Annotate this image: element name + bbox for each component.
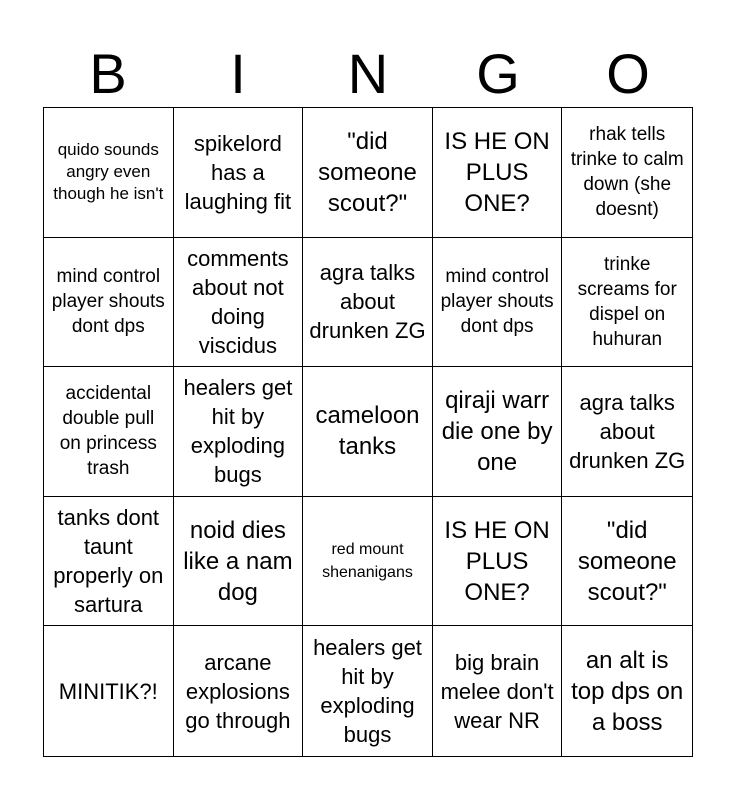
header-letter-b: B — [89, 42, 127, 105]
cell-text: noid dies like a nam dog — [183, 516, 293, 606]
cell-text: tanks dont taunt properly on sartura — [53, 505, 164, 618]
bingo-cell[interactable] — [303, 367, 433, 497]
bingo-cell[interactable] — [433, 497, 563, 627]
header-letter-o: O — [606, 42, 650, 105]
bingo-cell[interactable] — [433, 238, 563, 368]
cell-text: quido sounds angry even though he isn't — [53, 140, 164, 204]
bingo-cell[interactable] — [44, 108, 174, 238]
cell-text: "did someone scout?" — [577, 516, 677, 606]
cell-text: agra talks about drunken ZG — [569, 389, 686, 473]
bingo-cell[interactable] — [433, 626, 563, 756]
bingo-cell[interactable] — [44, 238, 174, 368]
bingo-cell[interactable] — [562, 108, 692, 238]
cell-text: accidental double pull on princess trash — [59, 383, 157, 480]
cell-text: mind control player shouts dont dps — [51, 266, 165, 338]
cell-text: MINITIK?! — [58, 678, 158, 704]
header-letter-n: N — [347, 42, 389, 105]
bingo-cell[interactable] — [562, 238, 692, 368]
bingo-cell[interactable] — [44, 497, 174, 627]
cell-text: spikelord has a laughing fit — [184, 130, 292, 214]
bingo-cell[interactable] — [562, 497, 692, 627]
cell-text: qiraji warr die one by one — [441, 386, 553, 476]
bingo-cell[interactable] — [174, 367, 304, 497]
bingo-cell[interactable] — [174, 108, 304, 238]
header-letter-i: I — [230, 42, 246, 105]
cell-text: big brain melee don't wear NR — [440, 649, 554, 733]
cell-text: comments about not doing viscidus — [187, 245, 289, 358]
bingo-cell[interactable] — [562, 626, 692, 756]
cell-text: mind control player shouts dont dps — [440, 266, 554, 338]
bingo-board — [43, 107, 693, 757]
cell-text: healers get hit by exploding bugs — [183, 375, 293, 488]
cell-text: "did someone scout?" — [318, 127, 417, 217]
bingo-cell[interactable] — [562, 367, 692, 497]
bingo-cell[interactable] — [433, 367, 563, 497]
bingo-cell[interactable] — [174, 497, 304, 627]
bingo-cell[interactable] — [303, 497, 433, 627]
bingo-cell[interactable] — [44, 367, 174, 497]
cell-text: rhak tells trinke to calm down (she doesnt) — [570, 124, 684, 221]
cell-text: trinke screams for dispel on huhuran — [577, 253, 677, 350]
cell-text: an alt is top dps on a boss — [571, 646, 684, 736]
cell-text: healers get hit by exploding bugs — [313, 635, 422, 748]
cell-text: IS HE ON PLUS ONE? — [444, 516, 550, 606]
header-letter-g: G — [476, 42, 520, 105]
bingo-cell[interactable] — [303, 108, 433, 238]
cell-text: IS HE ON PLUS ONE? — [444, 127, 550, 217]
bingo-cell[interactable] — [303, 238, 433, 368]
cell-text: arcane explosions go through — [185, 649, 291, 733]
bingo-cell[interactable] — [44, 626, 174, 756]
bingo-cell[interactable] — [174, 238, 304, 368]
cell-text: agra talks about drunken ZG — [309, 260, 426, 344]
bingo-cell[interactable] — [433, 108, 563, 238]
bingo-header — [43, 42, 693, 106]
bingo-cell[interactable] — [174, 626, 304, 756]
cell-text: red mount shenanigans — [322, 541, 413, 582]
cell-text: cameloon tanks — [315, 402, 420, 461]
bingo-cell[interactable] — [303, 626, 433, 756]
